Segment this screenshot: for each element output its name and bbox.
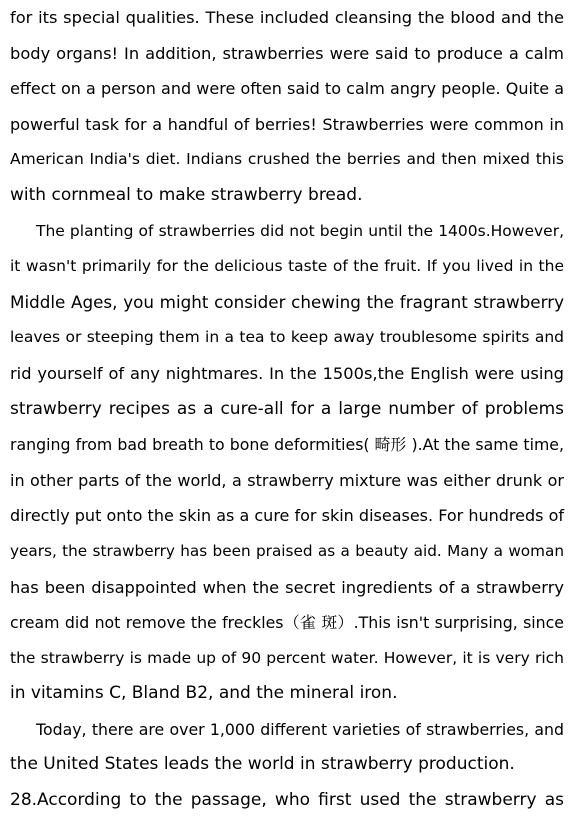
text-line: years, the strawberry has been praised as a beauty aid. Many a woman: [10, 541, 564, 560]
text-line: leaves or steeping them in a tea to keep away troublesome spirits and: [10, 328, 564, 347]
text-line: powerful task for a handful of berries! Strawberries were common in: [10, 114, 564, 134]
paragraph-2: [10, 214, 564, 712]
text-line: strawberry recipes as a cure-all for a large number of problems: [10, 398, 564, 419]
question-line: 28.According to the passage, who first used the strawberry as: [10, 790, 564, 811]
paragraph-1: [10, 0, 564, 214]
paragraph-3: [10, 712, 564, 783]
text-line: cream did not remove the freckles（雀 斑）.This isn't surprising, since: [10, 613, 564, 633]
text-line: Middle Ages, you might consider chewing the fragrant strawberry: [10, 291, 564, 312]
text-line: in vitamins C, Bland B2, and the mineral iron.: [10, 683, 398, 704]
text-line: in other parts of the world, a strawberry mixture was either drunk or: [10, 470, 564, 490]
question-28: [10, 783, 564, 819]
text-line: for its special qualities. These included cleansing the blood and the: [10, 8, 564, 27]
text-line: has been disappointed when the secret ingredients of a strawberry: [10, 577, 564, 597]
text-line: Today, there are over 1,000 different varieties of strawberries, and: [36, 719, 564, 739]
document-page: [10, 0, 564, 819]
text-line: The planting of strawberries did not begin until the 1400s.However,: [36, 221, 564, 240]
text-line: American India's diet. Indians crushed the berries and then mixed this: [10, 150, 564, 169]
text-line: with cornmeal to make strawberry bread.: [10, 184, 363, 205]
text-line: the strawberry is made up of 90 percent water. However, it is very rich: [10, 648, 564, 667]
text-line: the United States leads the world in strawberry production.: [10, 754, 515, 775]
text-line: directly put onto the skin as a cure for skin diseases. For hundreds of: [10, 506, 564, 526]
text-line: body organs! In addition, strawberries were said to produce a calm: [10, 43, 564, 63]
text-line: effect on a person and were often said to calm angry people. Quite a: [10, 79, 564, 99]
text-line: it wasn't primarily for the delicious taste of the fruit. If you lived in the: [10, 257, 564, 276]
text-line: rid yourself of any nightmares. In the 1500s,the English were using: [10, 363, 564, 383]
text-line: ranging from bad breath to bone deformities( 畸形 ).At the same time,: [10, 435, 564, 455]
